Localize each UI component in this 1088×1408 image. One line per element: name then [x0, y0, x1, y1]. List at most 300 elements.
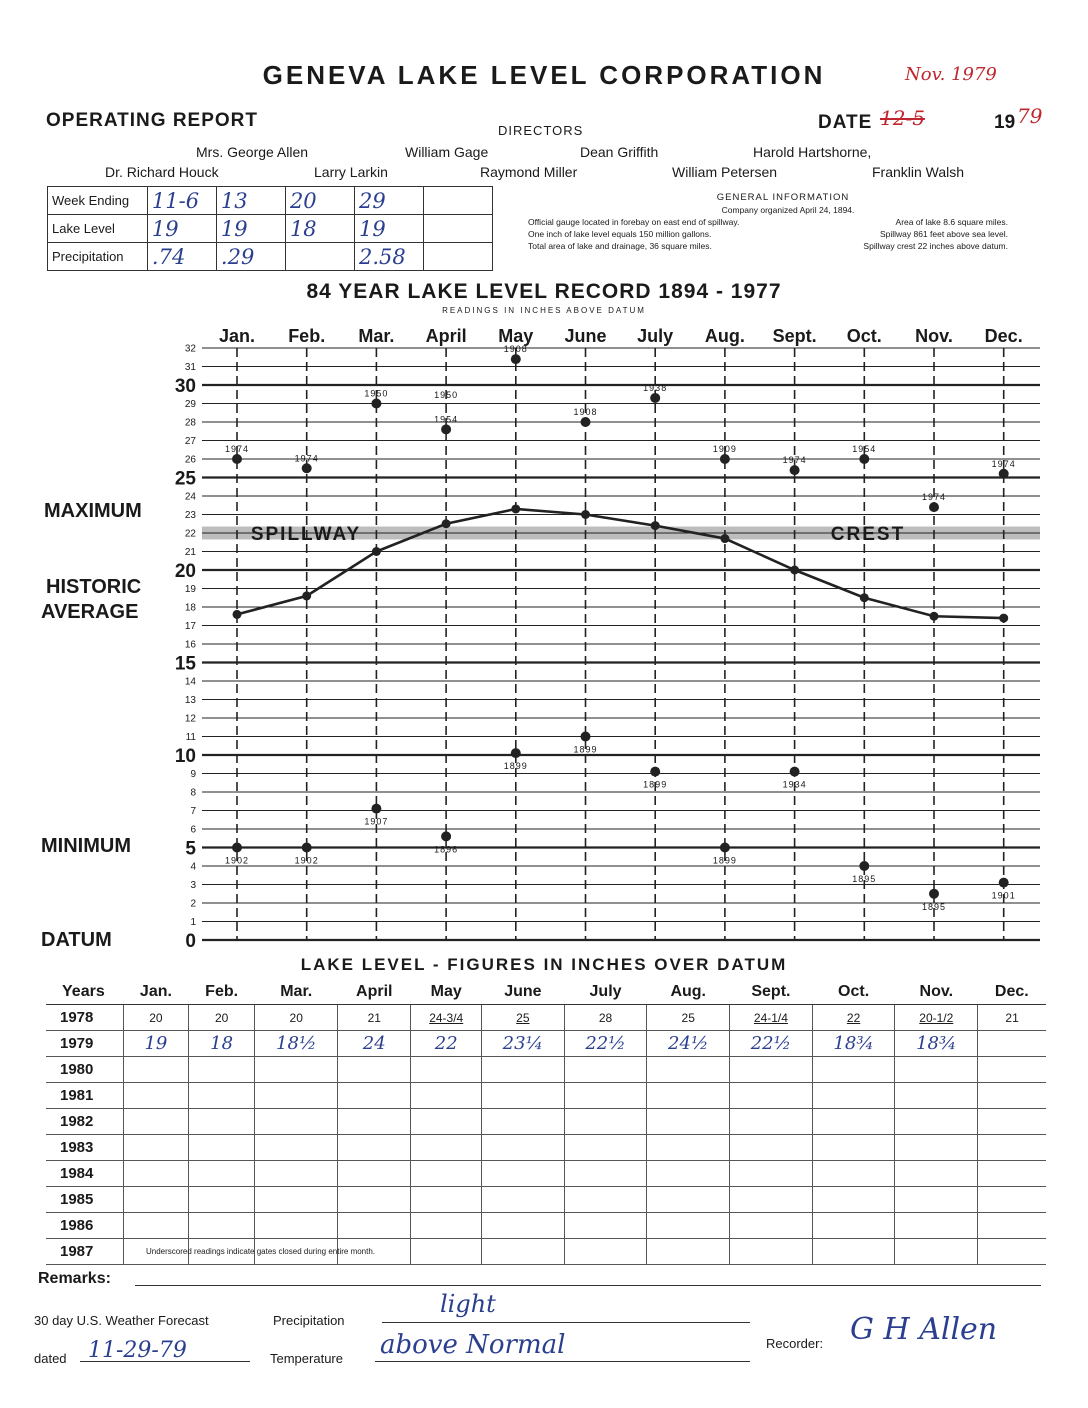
year-cell: 1986 — [46, 1213, 124, 1239]
level-cell — [978, 1135, 1046, 1161]
y-tick-label: 17 — [184, 621, 196, 632]
dated-value: 11-29-79 — [88, 1338, 187, 1363]
weekly-cell: 20 — [285, 187, 354, 215]
level-cell — [188, 1083, 255, 1109]
y-tick-label: 14 — [184, 676, 196, 688]
level-cell — [978, 1213, 1046, 1239]
general-info-line: Area of lake 8.6 square miles. — [895, 217, 1008, 227]
general-info-line: Company organized April 24, 1894. — [721, 205, 855, 215]
level-cell — [812, 1161, 895, 1187]
weekly-cell: .29 — [216, 243, 285, 271]
general-information-title: GENERAL INFORMATION — [716, 192, 850, 203]
y-tick-label: 18 — [184, 602, 196, 614]
average-point — [999, 614, 1008, 623]
minimum-point — [859, 861, 869, 871]
year-cell: 1979 — [46, 1031, 124, 1057]
level-cell — [647, 1239, 730, 1265]
y-tick-label: 29 — [184, 399, 196, 410]
level-cell: 23¼ — [482, 1031, 565, 1057]
level-cell — [978, 1109, 1046, 1135]
director-name: Raymond Miller — [480, 164, 578, 180]
level-cell — [564, 1057, 647, 1083]
level-cell: 21 — [978, 1005, 1046, 1031]
minimum-point — [720, 843, 730, 853]
level-cell — [564, 1083, 647, 1109]
y-tick-label: 0 — [185, 931, 196, 952]
y-tick-label: 13 — [184, 695, 196, 706]
temperature-label: Temperature — [270, 1351, 343, 1366]
weekly-cell: 29 — [354, 187, 423, 215]
maximum-year-label: 1950 — [434, 389, 459, 400]
minimum-year-label: 1901 — [991, 890, 1016, 901]
level-cell: 22½ — [564, 1031, 647, 1057]
minimum-year-label: 1899 — [712, 855, 737, 866]
level-cell — [411, 1109, 482, 1135]
remarks-line — [135, 1285, 1041, 1286]
chart-subtitle: READINGS IN INCHES ABOVE DATUM — [442, 306, 646, 315]
levels-row — [46, 1213, 1046, 1239]
level-cell — [564, 1135, 647, 1161]
year-cell: 1983 — [46, 1135, 124, 1161]
level-cell — [124, 1161, 189, 1187]
level-cell — [482, 1083, 565, 1109]
weekly-cell: 19 — [147, 215, 216, 243]
level-cell — [338, 1187, 411, 1213]
levels-row — [46, 1135, 1046, 1161]
month-label: Dec. — [984, 326, 1023, 346]
level-cell — [255, 1109, 338, 1135]
level-cell — [812, 1187, 895, 1213]
y-tick-label: 22 — [184, 528, 196, 540]
levels-row — [46, 1161, 1046, 1187]
month-header: Mar. — [255, 980, 338, 1005]
month-header: Jan. — [124, 980, 189, 1005]
month-label: May — [498, 326, 534, 346]
level-cell — [730, 1239, 813, 1265]
level-cell — [730, 1083, 813, 1109]
director-name: Dr. Richard Houck — [105, 164, 219, 180]
y-tick-label: 6 — [190, 824, 196, 836]
level-cell — [564, 1213, 647, 1239]
historic-label: HISTORIC — [46, 576, 142, 598]
director-name: Harold Hartshorne, — [753, 144, 872, 160]
level-cell — [124, 1057, 189, 1083]
levels-row — [46, 1083, 1046, 1109]
average-point — [860, 593, 869, 602]
director-name: Larry Larkin — [314, 164, 388, 180]
minimum-year-label: 1899 — [573, 744, 598, 755]
y-tick-label: 12 — [184, 713, 196, 725]
month-header: Dec. — [978, 980, 1046, 1005]
minimum-point — [371, 804, 381, 814]
maximum-label: MAXIMUM — [44, 500, 142, 522]
dated-line — [80, 1361, 250, 1362]
operating-report-label: OPERATING REPORT — [46, 110, 258, 131]
maximum-point — [790, 465, 800, 475]
level-cell — [482, 1135, 565, 1161]
level-cell — [730, 1187, 813, 1213]
average-label: AVERAGE — [41, 601, 139, 623]
level-cell: 25 — [482, 1005, 565, 1031]
level-cell — [895, 1083, 978, 1109]
level-cell — [124, 1187, 189, 1213]
level-cell — [338, 1161, 411, 1187]
month-label: Feb. — [288, 326, 326, 346]
month-label: April — [425, 326, 467, 346]
minimum-year-label: 1896 — [434, 844, 459, 855]
y-tick-label: 5 — [185, 838, 196, 860]
level-cell — [812, 1057, 895, 1083]
level-cell — [978, 1161, 1046, 1187]
y-tick-label: 10 — [174, 746, 196, 767]
month-label: June — [564, 326, 607, 346]
level-cell — [647, 1083, 730, 1109]
level-cell — [188, 1057, 255, 1083]
level-cell: 20 — [255, 1005, 338, 1031]
minimum-point — [999, 878, 1009, 888]
month-header: Oct. — [812, 980, 895, 1005]
minimum-year-label: 1895 — [921, 901, 947, 912]
maximum-year-label: 1938 — [643, 382, 668, 393]
month-label: Sept. — [772, 326, 817, 346]
average-point — [511, 504, 520, 513]
month-header: July — [564, 980, 647, 1005]
levels-row — [46, 1057, 1046, 1083]
month-label: Aug. — [704, 326, 745, 346]
level-cell — [895, 1109, 978, 1135]
month-header: Feb. — [188, 980, 255, 1005]
level-cell — [978, 1057, 1046, 1083]
level-cell — [411, 1187, 482, 1213]
levels-row — [46, 1005, 1046, 1031]
month-label: July — [637, 326, 674, 346]
dated-label: dated — [34, 1351, 67, 1366]
maximum-year-label: 1950 — [364, 388, 389, 399]
spillway-label: SPILLWAY — [250, 524, 362, 545]
levels-header-row — [46, 980, 1046, 1005]
precipitation-value: light — [440, 1290, 496, 1318]
average-point — [581, 510, 590, 519]
maximum-year-label: 1908 — [573, 407, 598, 417]
y-tick-label: 2 — [190, 898, 196, 910]
precipitation-line — [382, 1322, 750, 1323]
year-cell: 1982 — [46, 1109, 124, 1135]
underscore-note: Underscored readings indicate gates closed during entire month. — [146, 1247, 376, 1256]
level-cell — [411, 1083, 482, 1109]
level-cell — [812, 1083, 895, 1109]
y-tick-label: 4 — [190, 861, 196, 873]
maximum-point — [929, 502, 939, 512]
level-cell — [338, 1083, 411, 1109]
level-cell — [188, 1109, 255, 1135]
y-tick-label: 28 — [184, 417, 196, 429]
maximum-year-label: 1954 — [852, 444, 877, 454]
y-tick-label: 7 — [190, 806, 196, 817]
month-header: April — [338, 980, 411, 1005]
maximum-point — [720, 454, 730, 464]
maximum-point — [511, 354, 521, 364]
level-cell — [647, 1161, 730, 1187]
report-title: GENEVA LAKE LEVEL CORPORATION — [262, 60, 826, 90]
y-tick-label: 21 — [184, 547, 196, 558]
level-cell — [895, 1187, 978, 1213]
level-cell — [255, 1161, 338, 1187]
level-cell — [255, 1213, 338, 1239]
level-cell — [812, 1109, 895, 1135]
minimum-point — [441, 831, 451, 841]
minimum-year-label: 1899 — [643, 779, 668, 790]
director-name: Dean Griffith — [580, 144, 659, 160]
general-info-line: One inch of lake level equals 150 million gallons. — [528, 229, 712, 239]
level-cell — [338, 1057, 411, 1083]
level-cell — [564, 1239, 647, 1265]
level-cell — [812, 1213, 895, 1239]
director-name: William Gage — [405, 144, 489, 160]
weekly-cell: 11-6 — [147, 187, 216, 215]
date-note: Nov. 1979 — [905, 64, 997, 85]
level-cell — [255, 1083, 338, 1109]
weekly-cell: 18 — [285, 215, 354, 243]
minimum-point — [232, 843, 242, 853]
level-cell: 22 — [812, 1005, 895, 1031]
y-tick-label: 32 — [184, 343, 196, 355]
y-tick-label: 27 — [184, 436, 196, 447]
maximum-year-label: 1954 — [434, 414, 459, 425]
levels-row — [46, 1109, 1046, 1135]
minimum-year-label: 1902 — [294, 855, 319, 866]
weekly-row-label: Precipitation — [48, 243, 148, 271]
general-info-line: Spillway crest 22 inches above datum. — [863, 241, 1008, 251]
level-cell — [338, 1135, 411, 1161]
forecast-label: 30 day U.S. Weather Forecast — [34, 1313, 209, 1328]
maximum-point — [302, 463, 312, 473]
level-cell — [255, 1187, 338, 1213]
weekly-cell: 19 — [354, 215, 423, 243]
level-cell — [255, 1135, 338, 1161]
level-cell: 24½ — [647, 1031, 730, 1057]
level-cell — [812, 1239, 895, 1265]
year-cell: 1980 — [46, 1057, 124, 1083]
y-tick-label: 25 — [174, 468, 196, 490]
maximum-point — [859, 454, 869, 464]
month-header: Nov. — [895, 980, 978, 1005]
level-cell — [730, 1109, 813, 1135]
date-year-print: 19 — [994, 112, 1016, 133]
director-name: Mrs. George Allen — [196, 144, 309, 160]
level-cell — [338, 1213, 411, 1239]
temperature-line — [375, 1361, 750, 1362]
level-cell — [895, 1057, 978, 1083]
level-cell: 18½ — [255, 1031, 338, 1057]
weekly-cell: 19 — [216, 215, 285, 243]
level-cell: 24-1/4 — [730, 1005, 813, 1031]
level-cell — [482, 1057, 565, 1083]
general-info-line: Total area of lake and drainage, 36 square miles. — [528, 241, 712, 251]
level-cell — [978, 1083, 1046, 1109]
y-tick-label: 31 — [184, 362, 196, 373]
average-point — [790, 566, 799, 575]
minimum-year-label: 1895 — [852, 874, 877, 884]
maximum-point — [441, 424, 451, 434]
average-point — [720, 534, 729, 543]
level-cell: 25 — [647, 1005, 730, 1031]
year-cell: 1985 — [46, 1187, 124, 1213]
level-cell — [482, 1239, 565, 1265]
month-label: Mar. — [358, 326, 395, 346]
minimum-point — [650, 767, 660, 777]
level-cell — [338, 1109, 411, 1135]
y-tick-label: 30 — [174, 376, 196, 397]
maximum-point — [371, 399, 381, 409]
minimum-point — [929, 889, 939, 899]
maximum-point — [232, 454, 242, 464]
y-tick-label: 16 — [184, 639, 196, 651]
level-cell — [978, 1239, 1046, 1265]
level-cell — [188, 1213, 255, 1239]
y-tick-label: 9 — [190, 769, 196, 780]
level-cell — [482, 1109, 565, 1135]
year-cell: 1984 — [46, 1161, 124, 1187]
y-tick-label: 15 — [174, 653, 196, 675]
maximum-year-label: 1974 — [782, 455, 807, 466]
y-tick-label: 19 — [184, 584, 196, 595]
level-cell — [730, 1161, 813, 1187]
level-cell — [411, 1057, 482, 1083]
maximum-year-label: 1908 — [503, 344, 528, 355]
level-cell — [978, 1031, 1046, 1057]
level-cell: 24-3/4 — [411, 1005, 482, 1031]
maximum-year-label: 1974 — [921, 492, 947, 503]
level-cell: 18¾ — [812, 1031, 895, 1057]
level-cell: 20-1/2 — [895, 1005, 978, 1031]
precipitation-label: Precipitation — [273, 1313, 345, 1328]
y-tick-label: 23 — [184, 510, 196, 521]
recorder-signature: G H Allen — [850, 1312, 998, 1347]
average-point — [442, 519, 451, 528]
level-cell: 18 — [188, 1031, 255, 1057]
level-cell — [411, 1213, 482, 1239]
minimum-year-label: 1902 — [224, 855, 250, 866]
maximum-point — [650, 393, 660, 403]
level-cell: 19 — [124, 1031, 189, 1057]
level-cell — [730, 1213, 813, 1239]
year-cell: 1978 — [46, 1005, 124, 1031]
level-cell — [730, 1057, 813, 1083]
level-cell — [730, 1135, 813, 1161]
maximum-year-label: 1974 — [294, 453, 319, 464]
level-cell: 22½ — [730, 1031, 813, 1057]
minimum-point — [302, 843, 312, 853]
years-header: Years — [46, 980, 124, 1005]
level-cell — [812, 1135, 895, 1161]
level-cell: 20 — [188, 1005, 255, 1031]
level-cell — [647, 1135, 730, 1161]
level-cell — [647, 1187, 730, 1213]
year-cell: 1981 — [46, 1083, 124, 1109]
month-header: Aug. — [647, 980, 730, 1005]
level-cell: 21 — [338, 1005, 411, 1031]
levels-table-title: LAKE LEVEL - FIGURES IN INCHES OVER DATUM — [300, 955, 788, 974]
level-cell — [124, 1083, 189, 1109]
level-cell — [188, 1161, 255, 1187]
director-name: Franklin Walsh — [872, 164, 965, 180]
crest-label: CREST — [830, 524, 906, 545]
average-point — [302, 591, 311, 600]
level-cell — [124, 1213, 189, 1239]
month-header: June — [482, 980, 565, 1005]
level-cell — [411, 1135, 482, 1161]
month-header: May — [411, 980, 482, 1005]
minimum-label: MINIMUM — [41, 835, 131, 857]
level-cell — [895, 1161, 978, 1187]
y-tick-label: 3 — [190, 880, 196, 891]
temperature-value: above Normal — [380, 1330, 566, 1360]
minimum-year-label: 1907 — [364, 816, 389, 827]
level-cell: 24 — [338, 1031, 411, 1057]
levels-row — [46, 1187, 1046, 1213]
level-cell — [188, 1187, 255, 1213]
maximum-year-label: 1974 — [224, 444, 250, 454]
date-year-hand: 79 — [1017, 104, 1043, 128]
minimum-year-label: 1934 — [782, 779, 807, 790]
y-tick-label: 26 — [184, 454, 196, 466]
weekly-cell: 13 — [216, 187, 285, 215]
minimum-point — [790, 767, 800, 777]
recorder-label: Recorder: — [766, 1336, 824, 1351]
average-point — [930, 612, 939, 621]
level-cell — [564, 1161, 647, 1187]
level-cell — [411, 1161, 482, 1187]
month-label: Oct. — [846, 326, 882, 346]
level-cell — [647, 1109, 730, 1135]
level-cell — [895, 1213, 978, 1239]
date-struck: 12-5 — [880, 106, 925, 130]
year-cell: 1987 — [46, 1239, 124, 1265]
chart-title: 84 YEAR LAKE LEVEL RECORD 1894 - 1977 — [306, 280, 782, 303]
month-header: Sept. — [730, 980, 813, 1005]
weekly-cell: 2.58 — [354, 243, 423, 271]
level-cell — [482, 1187, 565, 1213]
levels-row — [46, 1031, 1046, 1057]
month-label: Jan. — [218, 326, 256, 346]
level-cell — [188, 1135, 255, 1161]
level-cell — [411, 1239, 482, 1265]
level-cell: 20 — [124, 1005, 189, 1031]
month-label: Nov. — [915, 326, 953, 346]
level-cell: 28 — [564, 1005, 647, 1031]
remarks-label: Remarks: — [38, 1270, 111, 1287]
level-cell: 18¾ — [895, 1031, 978, 1057]
minimum-year-label: 1899 — [503, 761, 528, 772]
average-point — [651, 521, 660, 530]
weekly-row-label: Week Ending — [48, 187, 148, 215]
director-name: William Petersen — [672, 164, 778, 180]
level-cell — [255, 1057, 338, 1083]
maximum-point — [581, 417, 591, 427]
level-cell — [895, 1135, 978, 1161]
average-point — [372, 547, 381, 556]
general-info-line: Official gauge located in forebay on east end of spillway. — [528, 217, 740, 227]
weekly-cell: .74 — [147, 243, 216, 271]
level-cell — [482, 1161, 565, 1187]
average-point — [233, 610, 242, 619]
minimum-point — [511, 748, 521, 758]
level-cell — [482, 1213, 565, 1239]
y-tick-label: 1 — [190, 917, 196, 928]
level-cell — [647, 1057, 730, 1083]
weekly-row-label: Lake Level — [48, 215, 148, 243]
maximum-year-label: 1909 — [712, 444, 737, 454]
